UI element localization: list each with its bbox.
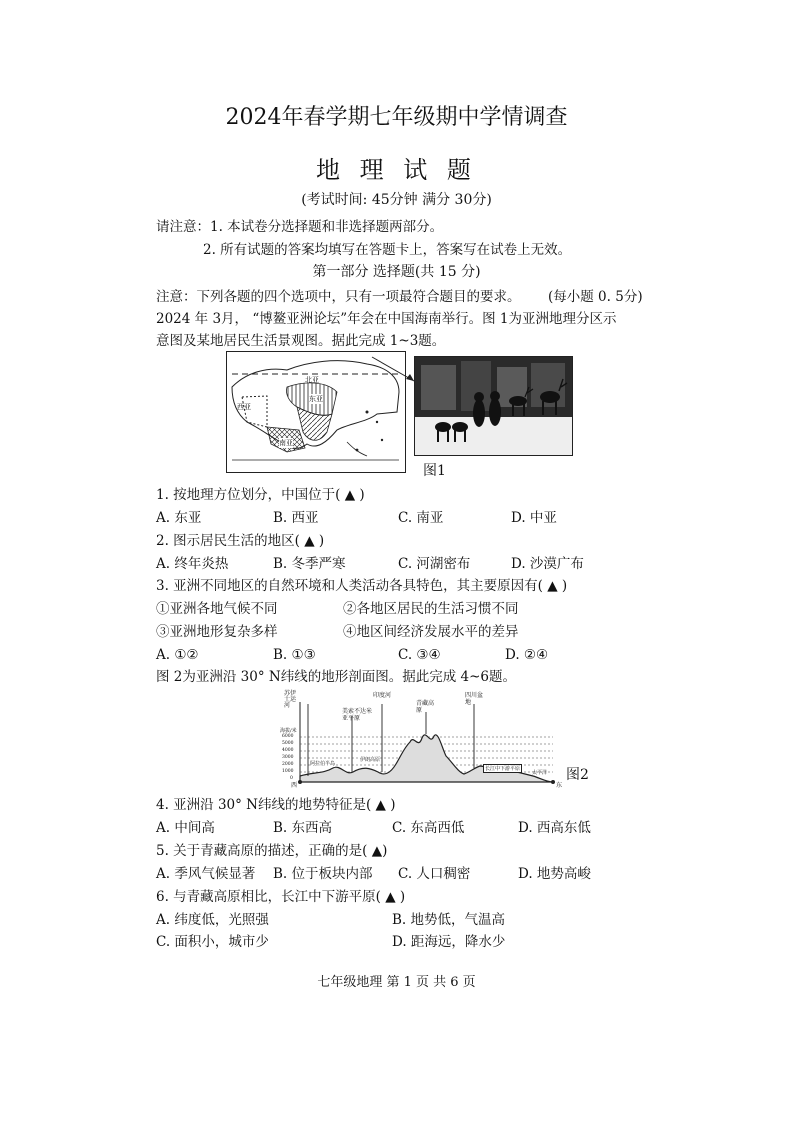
part1-instruction: 注意：下列各题的四个选项中，只有一项最符合题目的要求。	[156, 289, 521, 305]
q5-option-a: A. 季风气候显著	[156, 866, 256, 882]
label-west: 西	[291, 782, 298, 789]
label-indus-river: 印度河	[373, 692, 392, 699]
intro1-line-2: 意图及某地居民生活景观图。据此完成 1~3题。	[156, 333, 446, 349]
q3-statement-4: ④地区间经济发展水平的差异	[343, 624, 519, 640]
label-mesopotamia: 美索不达米亚平原	[342, 708, 373, 722]
intro2: 图 2为亚洲沿 30° N纬线的地形剖面图。据此完成 4~6题。	[156, 669, 516, 685]
q3-stem: 3. 亚洲不同地区的自然环境和人类活动各具特色，其主要原因有( ▲ )	[156, 578, 568, 594]
figure-2-label: 图2	[566, 767, 589, 783]
q1-stem: 1. 按地理方位划分，中国位于( ▲ )	[156, 487, 365, 503]
q5-option-c: C. 人口稠密	[398, 866, 471, 882]
y-axis-title: 海拔/米	[280, 728, 297, 734]
reindeer-photo	[414, 356, 573, 456]
map-label-east-asia: 东亚	[309, 395, 323, 403]
q3-statement-3: ③亚洲地形复杂多样	[156, 624, 278, 640]
y-tick-0: 0	[290, 776, 293, 781]
q2-stem: 2. 图示居民生活的地区( ▲ )	[156, 533, 325, 549]
q2-option-a: A. 终年炎热	[156, 556, 229, 572]
q1-option-d: D. 中亚	[511, 510, 557, 526]
label-suez-canal: 苏伊士运河	[284, 690, 297, 709]
exam-title: 2024年春学期七年级期中学情调查	[225, 105, 568, 130]
notice-line-1: 请注意：1. 本试卷分选择题和非选择题两部分。	[156, 219, 444, 235]
q1-option-b: B. 西亚	[273, 510, 319, 526]
intro1-line-1: 2024 年 3月， “博鳌亚洲论坛”年会在中国海南举行。图 1为亚洲地理分区示	[156, 311, 617, 327]
terrain-profile-figure	[278, 690, 578, 790]
label-arabian-peninsula: 阿拉伯半岛	[310, 761, 336, 767]
q4-stem: 4. 亚洲沿 30° N纬线的地势特征是( ▲ )	[156, 797, 396, 813]
q3-option-c: C. ③④	[398, 647, 441, 663]
exam-meta: (考试时间: 45分钟 满分 30分)	[301, 192, 492, 208]
q4-option-a: A. 中间高	[156, 820, 215, 836]
q6-option-a: A. 纬度低，光照强	[156, 912, 269, 928]
q3-option-b: B. ①③	[273, 647, 316, 663]
y-tick-6000: 6000	[282, 734, 294, 739]
q3-statement-1: ①亚洲各地气候不同	[156, 601, 278, 617]
q2-option-b: B. 冬季严寒	[273, 556, 346, 572]
label-pacific-ocean: 太平洋	[532, 770, 548, 776]
notice-line-2: 2. 所有试题的答案均填写在答题卡上，答案写在试卷上无效。	[203, 242, 572, 258]
score-note: (每小题 0. 5分)	[548, 289, 643, 305]
q4-option-b: B. 东西高	[273, 820, 333, 836]
map-label-north-asia: 北亚	[305, 376, 319, 384]
part1-title: 第一部分 选择题(共 15 分)	[312, 264, 481, 280]
reindeer-scene	[415, 357, 572, 455]
q4-option-c: C. 东高西低	[392, 820, 465, 836]
q1-option-a: A. 东亚	[156, 510, 202, 526]
map-label-south-asia: 南亚	[279, 439, 293, 447]
q4-option-d: D. 西高东低	[518, 820, 591, 836]
q5-stem: 5. 关于青藏高原的描述，正确的是( ▲)	[156, 843, 388, 859]
page-footer: 七年级地理 第 1 页 共 6 页	[317, 975, 476, 990]
y-tick-3000: 3000	[282, 755, 294, 760]
q3-statement-2: ②各地区居民的生活习惯不同	[343, 601, 519, 617]
q6-option-c: C. 面积小，城市少	[156, 934, 269, 950]
label-east: 东	[556, 782, 563, 789]
label-iranian-plateau: 伊朗高原	[360, 757, 381, 763]
q2-option-d: D. 沙漠广布	[511, 556, 584, 572]
subject-title: 地 理 试 题	[316, 156, 477, 184]
q1-option-c: C. 南亚	[398, 510, 444, 526]
q3-option-d: D. ②④	[505, 647, 549, 663]
label-tibetan-plateau: 青藏高原	[416, 700, 435, 714]
q6-option-d: D. 距海远，降水少	[392, 934, 506, 950]
map-label-west-asia: 西亚	[237, 403, 251, 411]
q6-stem: 6. 与青藏高原相比，长江中下游平原( ▲ )	[156, 889, 406, 905]
y-tick-1000: 1000	[282, 769, 294, 774]
callout-arrow	[370, 345, 420, 385]
y-tick-2000: 2000	[282, 762, 294, 767]
label-sichuan-basin: 四川盆地	[465, 692, 484, 706]
q3-option-a: A. ①②	[156, 647, 199, 663]
q5-option-b: B. 位于板块内部	[273, 866, 373, 882]
q6-option-b: B. 地势低，气温高	[392, 912, 506, 928]
q2-option-c: C. 河湖密布	[398, 556, 471, 572]
y-tick-4000: 4000	[282, 748, 294, 753]
y-tick-5000: 5000	[282, 741, 294, 746]
figure-1-label: 图1	[423, 463, 446, 479]
label-yangtze-plain: 长江中下游平原	[485, 766, 521, 772]
q5-option-d: D. 地势高峻	[518, 866, 591, 882]
